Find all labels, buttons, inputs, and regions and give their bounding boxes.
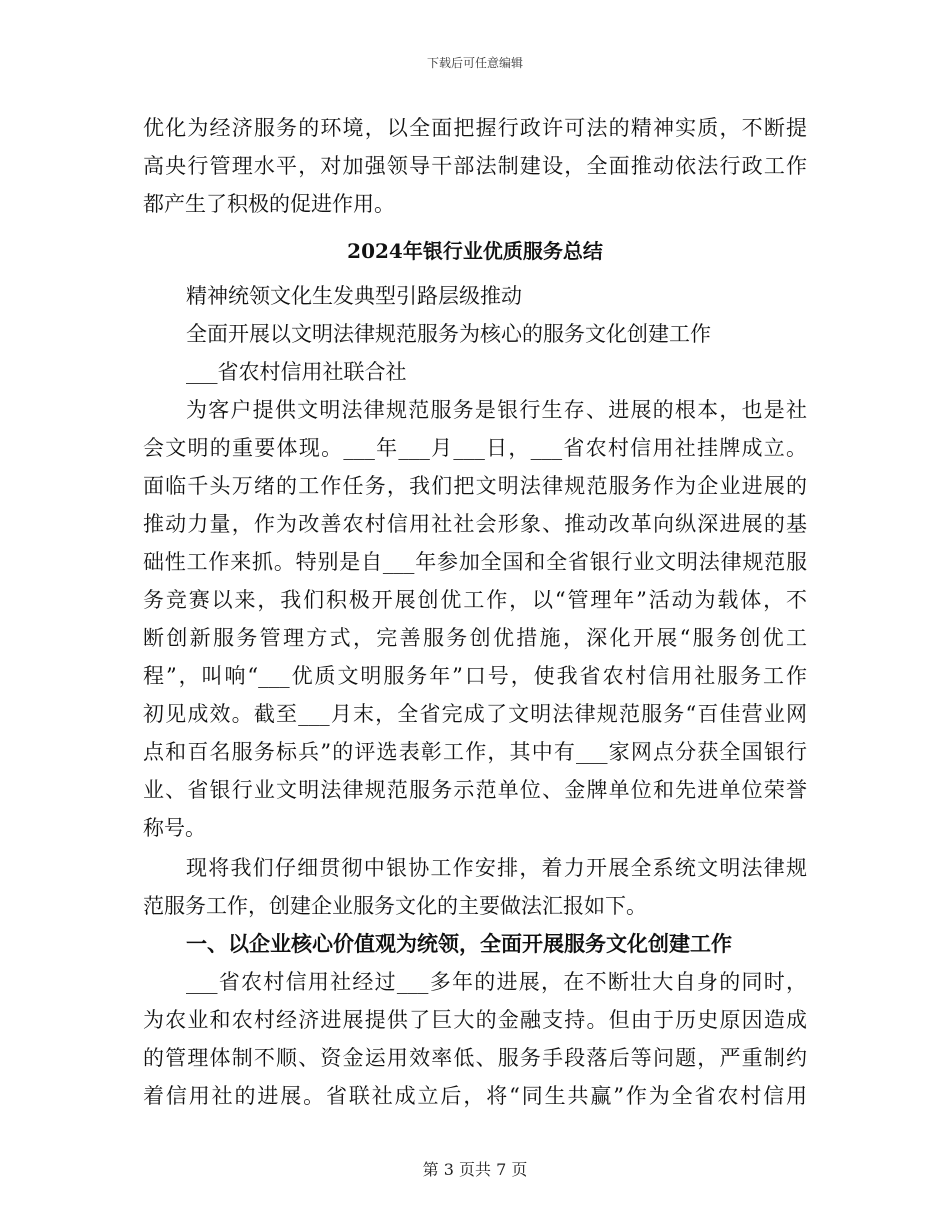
text-line: 着信用社的进展。省联社成立后，将“同生共赢”作为全省农村信用 — [143, 1084, 807, 1108]
text-line: 础性工作来抓。特别是自___年参加全国和全省银行业文明法律规范服 — [143, 550, 807, 574]
text-line: 都产生了积极的促进作用。 — [143, 192, 395, 216]
document-body — [143, 109, 807, 1115]
text-line: 业、省银行业文明法律规范服务示范单位、金牌单位和先进单位荣誉 — [143, 778, 807, 802]
text-line: 程”，叫响“___优质文明服务年”口号，使我省农村信用社服务工作 — [143, 664, 807, 688]
text-line: 称号。 — [143, 816, 206, 840]
text-line: 点和百名服务标兵”的评选表彰工作，其中有___家网点分获全国银行 — [143, 740, 807, 764]
page-header-note: 下载后可任意编辑 — [426, 56, 523, 70]
text-line: ___省农村信用社经过___多年的进展，在不断壮大自身的同时， — [186, 970, 807, 994]
text-line: 为客户提供文明法律规范服务是银行生存、进展的根本，也是社 — [186, 398, 807, 422]
intro-paragraph — [143, 109, 807, 223]
section-heading: 一、以企业核心价值观为统领，全面开展服务文化创建工作 — [186, 931, 732, 956]
subtitle-line: 精神统领文化生发典型引路层级推动 — [186, 284, 522, 308]
paragraph-1 — [143, 391, 807, 847]
text-line: 高央行管理水平，对加强领导干部法制建设，全面推动依法行政工作 — [143, 154, 807, 178]
text-line: 范服务工作，创建企业服务文化的主要做法汇报如下。 — [143, 894, 647, 918]
text-line: 面临千头万绪的工作任务，我们把文明法律规范服务作为企业进展的 — [143, 474, 807, 498]
text-line: 务竞赛以来，我们积极开展创优工作，以“管理年”活动为载体，不 — [143, 588, 807, 612]
paragraph-3 — [143, 963, 807, 1115]
text-line: 的管理体制不顺、资金运用效率低、服务手段落后等问题，严重制约 — [143, 1046, 807, 1070]
text-line: 初见成效。截至___月末，全省完成了文明法律规范服务“百佳营业网 — [143, 702, 807, 726]
text-line: 会文明的重要体现。___年___月___日，___省农村信用社挂牌成立。 — [143, 436, 807, 460]
document-title: 2024年银行业优质服务总结 — [347, 239, 603, 263]
page-number: 第 3 页共 7 页 — [422, 1160, 528, 1179]
paragraph-2 — [143, 849, 807, 925]
text-line: 优化为经济服务的环境，以全面把握行政许可法的精神实质，不断提 — [143, 116, 807, 140]
subtitle-line: ___省农村信用社联合社 — [186, 360, 407, 384]
text-line: 断创新服务管理方式，完善服务创优措施，深化开展“服务创优工 — [143, 626, 807, 650]
subtitle-block — [143, 277, 807, 391]
text-line: 现将我们仔细贯彻中银协工作安排，着力开展全系统文明法律规 — [186, 856, 807, 880]
subtitle-line: 全面开展以文明法律规范服务为核心的服务文化创建工作 — [186, 322, 711, 346]
text-line: 为农业和农村经济进展提供了巨大的金融支持。但由于历史原因造成 — [143, 1008, 807, 1032]
text-line: 推动力量，作为改善农村信用社社会形象、推动改革向纵深进展的基 — [143, 512, 807, 536]
